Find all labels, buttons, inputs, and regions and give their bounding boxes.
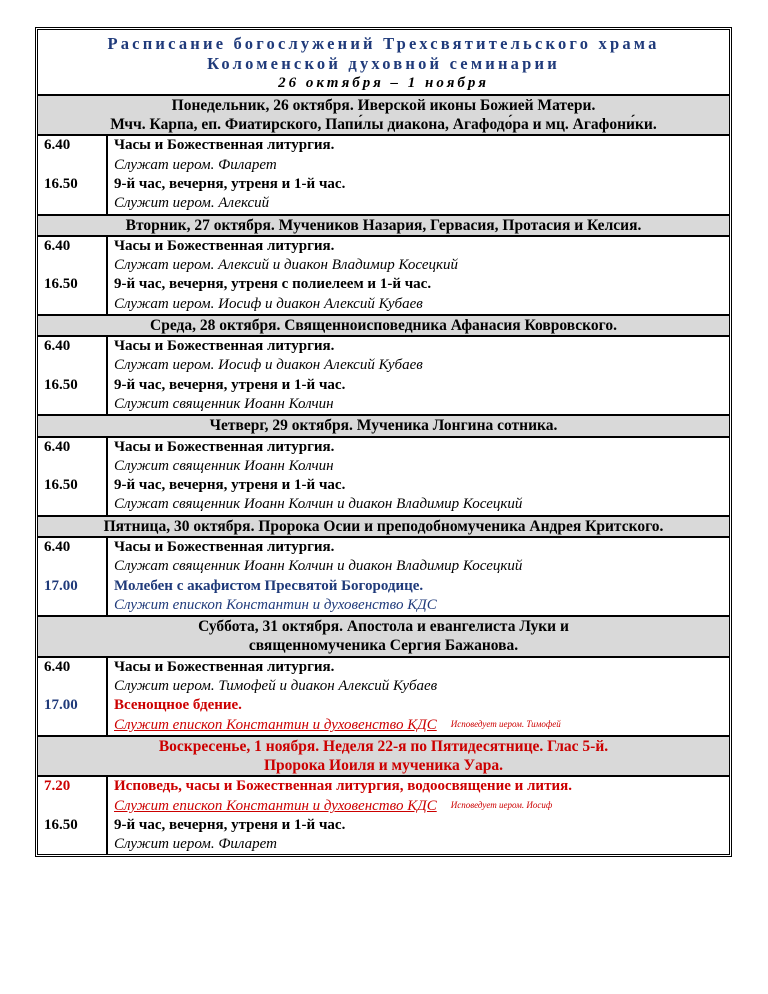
day-services	[38, 237, 729, 314]
service-clergy-line	[114, 295, 729, 314]
service-name: Часы и Божественная литургия.	[114, 338, 335, 355]
service-name: 9-й час, вечерня, утреня и 1-й час.	[114, 376, 346, 393]
service-clergy-line	[114, 194, 729, 213]
service-time: 16.50	[44, 276, 78, 293]
day-services	[38, 538, 729, 615]
service-time: 6.40	[44, 338, 71, 355]
service-clergy: Служат иером. Иосиф и диакон Алексий Кубаев	[114, 357, 423, 374]
day-services	[38, 777, 729, 854]
time-spacer	[44, 256, 106, 275]
day-title	[38, 214, 729, 237]
service-clergy-line	[114, 457, 729, 476]
service-time: 16.50	[44, 477, 78, 494]
time-column	[38, 237, 108, 314]
day-title-line: Пятница, 30 октября. Пророка Осии и преподобномученика Андрея Критского.	[103, 517, 664, 535]
service-clergy: Служит священник Иоанн Колчин	[114, 396, 334, 413]
service-clergy-line	[114, 796, 729, 815]
day-title-line: Суббота, 31 октября. Апостола и евангелиста Луки и	[198, 618, 569, 636]
service-clergy-line	[114, 495, 729, 514]
service-name: Часы и Божественная литургия.	[114, 237, 335, 254]
day-services	[38, 658, 729, 735]
day-title-line: Мчч. Карпа, еп. Фиатирского, Папи́лы диакона, Агафодо́ра и мц. Агафони́ки.	[110, 116, 657, 134]
time-spacer	[44, 156, 106, 175]
service-name: Часы и Божественная литургия.	[114, 538, 335, 555]
time-column	[38, 777, 108, 854]
time-spacer	[44, 395, 106, 414]
service-clergy: Служит епископ Константин и духовенство КДС	[114, 596, 437, 613]
description-column	[108, 438, 729, 515]
service-name: 9-й час, вечерня, утреня с полиелеем и 1-й час.	[114, 276, 432, 293]
time-spacer	[44, 796, 106, 815]
service-name: Молебен с акафистом Пресвятой Богородице.	[114, 577, 424, 594]
time-column	[38, 136, 108, 213]
service-clergy: Служит епископ Константин и духовенство КДС	[114, 717, 437, 734]
day-title-line: Понедельник, 26 октября. Иверской иконы Божией Матери.	[171, 97, 596, 114]
time-spacer	[44, 295, 106, 314]
service-time: 16.50	[44, 176, 78, 192]
service-name: Исповедь, часы и Божественная литургия, водоосвящение и лития.	[114, 778, 572, 795]
service-name: 9-й час, вечерня, утреня и 1-й час.	[114, 816, 346, 833]
time-spacer	[44, 356, 106, 375]
time-spacer	[44, 715, 106, 734]
time-spacer	[44, 596, 106, 615]
service-clergy-line	[114, 677, 729, 696]
service-name: Часы и Божественная литургия.	[114, 137, 335, 154]
service-clergy: Служит иером. Тимофей и диакон Алексий Кубаев	[114, 677, 438, 694]
description-column	[108, 136, 729, 213]
day-services	[38, 438, 729, 515]
service-time: 6.40	[44, 658, 71, 675]
time-column	[38, 538, 108, 615]
day-title-line: Пророка Иоиля и мученика Уара.	[263, 756, 504, 774]
description-column	[108, 237, 729, 314]
service-time: 6.40	[44, 438, 71, 455]
service-time: 7.20	[44, 778, 71, 795]
service-clergy: Служит иером. Филарет	[114, 836, 277, 853]
service-clergy-line	[114, 557, 729, 576]
time-column	[38, 337, 108, 414]
service-time: 17.00	[44, 577, 78, 594]
service-name: Всенощное бдение.	[114, 697, 242, 714]
service-time: 17.00	[44, 697, 78, 714]
service-clergy: Служат священник Иоанн Колчин и диакон Владимир Косецкий	[114, 496, 523, 513]
service-clergy-line	[114, 715, 729, 734]
service-clergy-line	[114, 256, 729, 275]
service-time: 16.50	[44, 816, 78, 833]
service-clergy: Служат иером. Иосиф и диакон Алексий Кубаев	[114, 295, 423, 312]
service-clergy: Служат священник Иоанн Колчин и диакон Владимир Косецкий	[114, 558, 523, 575]
header-title-line-2: Коломенской духовной семинарии	[207, 54, 560, 73]
service-name: Часы и Божественная литургия.	[114, 658, 335, 675]
days-container	[38, 96, 729, 854]
service-clergy: Служит иером. Алексий	[114, 195, 270, 212]
confession-note: Исповедует иером. Тимофей	[450, 719, 561, 730]
service-clergy-line	[114, 356, 729, 375]
service-time: 6.40	[44, 137, 71, 154]
day-title-line: Вторник, 27 октября. Мучеников Назария, Гервасия, Протасия и Келсия.	[125, 216, 642, 234]
time-spacer	[44, 194, 106, 213]
confession-note: Исповедует иером. Иосиф	[450, 800, 553, 811]
time-spacer	[44, 557, 106, 576]
service-clergy-line	[114, 156, 729, 175]
service-clergy: Служит епископ Константин и духовенство КДС	[114, 798, 437, 815]
day-title-line: Среда, 28 октября. Священноисповедника Афанасия Ковровского.	[150, 316, 617, 334]
day-title	[38, 96, 729, 136]
service-name: Часы и Божественная литургия.	[114, 438, 335, 455]
day-title	[38, 735, 729, 777]
service-clergy: Служит священник Иоанн Колчин	[114, 457, 334, 474]
time-spacer	[44, 457, 106, 476]
schedule-sheet	[35, 27, 732, 857]
day-title	[38, 314, 729, 337]
service-time: 16.50	[44, 376, 78, 393]
schedule-header	[38, 30, 729, 96]
day-title	[38, 414, 729, 437]
service-clergy-line	[114, 596, 729, 615]
service-time: 6.40	[44, 538, 71, 555]
day-title-line: священномученика Сергия Бажанова.	[248, 637, 519, 655]
service-clergy: Служат иером. Алексий и диакон Владимир Косецкий	[114, 257, 459, 274]
time-spacer	[44, 677, 106, 696]
description-column	[108, 777, 729, 854]
day-title-line: Четверг, 29 октября. Мученика Лонгина сотника.	[209, 417, 558, 435]
header-title-line-1: Расписание богослужений Трехсвятительского храма	[107, 34, 660, 53]
description-column	[108, 538, 729, 615]
day-title-line: Воскресенье, 1 ноября. Неделя 22-я по Пятидесятнице. Глас 5-й.	[158, 737, 609, 755]
day-services	[38, 136, 729, 213]
time-column	[38, 438, 108, 515]
time-column	[38, 658, 108, 735]
header-dates: 26 октября – 1 ноября	[278, 75, 489, 91]
service-clergy-line	[114, 395, 729, 414]
time-spacer	[44, 835, 106, 854]
service-name: 9-й час, вечерня, утреня и 1-й час.	[114, 477, 346, 494]
service-name: 9-й час, вечерня, утреня и 1-й час.	[114, 176, 346, 192]
time-spacer	[44, 495, 106, 514]
day-title	[38, 515, 729, 538]
service-clergy: Служат иером. Филарет	[114, 156, 277, 173]
service-clergy-line	[114, 835, 729, 854]
day-services	[38, 337, 729, 414]
service-time: 6.40	[44, 237, 71, 254]
description-column	[108, 658, 729, 735]
description-column	[108, 337, 729, 414]
day-title	[38, 615, 729, 657]
